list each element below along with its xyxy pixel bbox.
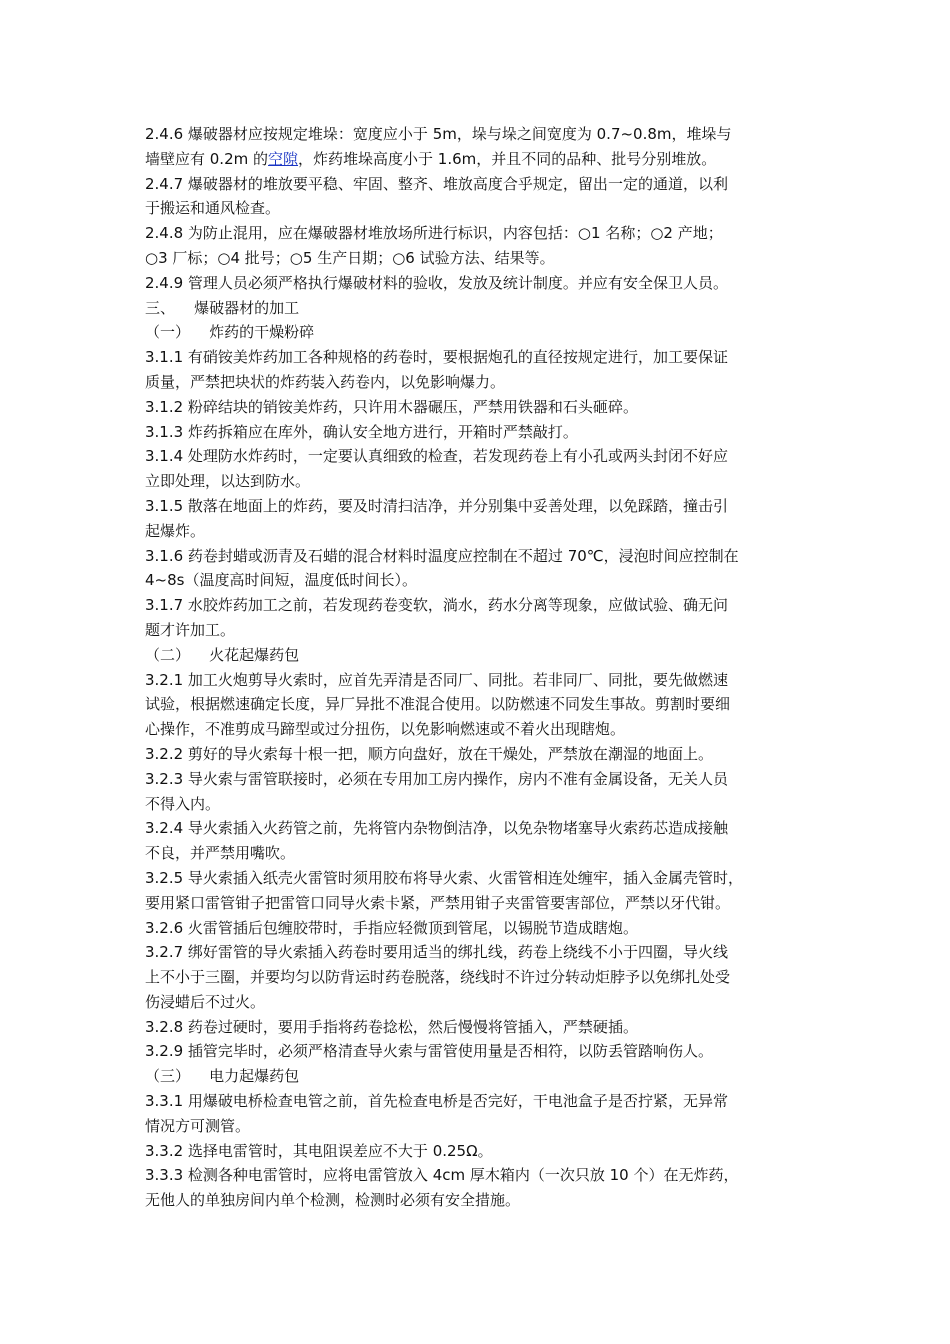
paragraph-3-1-5 (145, 494, 817, 544)
paragraph-2-4-9 (145, 271, 817, 296)
subsection-heading-3-3: （三） 电力起爆药包 (145, 1067, 300, 1086)
text-line: 3.2.9 插管完毕时，必须严格清查导火索与雷管使用量是否相符，以防丢管踏响伤人。 (145, 1042, 713, 1061)
text-line: 3.1.1 有硝铵美炸药加工各种规格的药卷时，要根据炮孔的直径按规定进行，加工要保证 (145, 348, 728, 367)
text-line: 质量，严禁把块状的炸药装入药卷内，以免影响爆力。 (145, 372, 506, 391)
text-line: 3.3.2 选择电雷管时，其电阻误差应不大于 0.25Ω。 (145, 1141, 493, 1160)
paragraph-3-1-4 (145, 444, 817, 494)
text-line: 3.3.1 用爆破电桥检查电管之前，首先检查电桥是否完好，干电池盒子是否拧紧，无异常 (145, 1092, 728, 1111)
text-span: ，炸药堆垛高度小于 1.6m，并且不同的品种、批号分别堆放。 (298, 149, 717, 168)
paragraph-2-4-7 (145, 172, 817, 222)
paragraph-3-1-3 (145, 420, 817, 445)
text-line: 不得入内。 (145, 794, 221, 813)
text-line: 上不小于三圈，并要均匀以防背运时药卷脱落，绕线时不许过分转动炬脖予以免绑扎处受 (145, 968, 731, 987)
text-span: 墙壁应有 0.2m 的 (145, 149, 269, 168)
paragraph-3-3-1 (145, 1089, 817, 1139)
text-line: 3.2.4 导火索插入火药管之前，先将管内杂物倒洁净，以免杂物堵塞导火索药芯造成接触 (145, 819, 728, 838)
paragraph-3-1-6 (145, 544, 817, 594)
text-line: 3.1.5 散落在地面上的炸药，要及时清扫洁净，并分别集中妥善处理，以免踩踏，撞击引 (145, 496, 728, 515)
paragraph-3-3-2 (145, 1139, 817, 1164)
paragraph-2-4-6 (145, 122, 817, 172)
text-line: 2.4.8 为防止混用，应在爆破器材堆放场所进行标识，内容包括：○1 名称；○2 产地； (145, 224, 723, 243)
text-line: 起爆炸。 (145, 521, 206, 540)
paragraph-3-2-8 (145, 1015, 817, 1040)
paragraph-3-1-1 (145, 345, 817, 395)
text-line: 情况方可测管。 (145, 1116, 251, 1135)
paragraph-3-3-3 (145, 1163, 817, 1213)
text-line: ○3 厂标；○4 批号；○5 生产日期；○6 试验方法、结果等。 (145, 248, 555, 267)
text-line: 3.1.7 水胶炸药加工之前，若发现药卷变软，淌水，药水分离等现象，应做试验、确无问 (145, 596, 728, 615)
text-line: 3.2.2 剪好的导火索每十根一把，顺方向盘好，放在干燥处，严禁放在潮湿的地面上。 (145, 744, 713, 763)
paragraph-3-2-5 (145, 866, 817, 916)
subsection-heading-3-2: （二） 火花起爆药包 (145, 645, 300, 664)
text-line: 3.2.7 绑好雷管的导火索插入药卷时要用适当的绑扎线，药卷上绕线不小于四圈，导火线 (145, 943, 728, 962)
text-line: 3.1.3 炸药拆箱应在库外，确认安全地方进行，开箱时严禁敲打。 (145, 422, 578, 441)
text-line: 3.1.2 粉碎结块的销铵美炸药，只许用木器碾压，严禁用铁器和石头砸碎。 (145, 397, 638, 416)
text-line: 要用紧口雷管钳子把雷管口同导火索卡紧，严禁用钳子夹雷管要害部位，严禁以牙代钳。 (145, 893, 731, 912)
text-line: 2.4.6 爆破器材应按规定堆垛：宽度应小于 5m，垛与垛之间宽度为 0.7~0.8m，堆垛与 (145, 125, 732, 143)
text-line: 3.1.6 药卷封蜡或沥青及石蜡的混合材料时温度应控制在不超过 70℃，浸泡时间应控制在 (145, 546, 739, 565)
section-heading-3: 三、 爆破器材的加工 (145, 298, 300, 317)
paragraph-3-2-7 (145, 940, 817, 1014)
text-line: 2.4.9 管理人员必须严格执行爆破材料的验收，发放及统计制度。并应有安全保卫人员。 (145, 273, 728, 292)
text-line: 立即处理，以达到防水。 (145, 472, 311, 491)
paragraph-3-2-3 (145, 767, 817, 817)
text-line: 于搬运和通风检查。 (145, 199, 281, 218)
text-line: 3.3.3 检测各种电雷管时，应将电雷管放入 4cm 厚木箱内（一次只放 10 个）在无炸药， (145, 1166, 739, 1185)
text-line: 3.2.8 药卷过硬时，要用手指将药卷捻松，然后慢慢将管插入，严禁硬插。 (145, 1017, 638, 1036)
text-line: 无他人的单独房间内单个检测，检测时必须有安全措施。 (145, 1191, 521, 1210)
text-line: 3.1.4 处理防水炸药时，一定要认真细致的检查，若发现药卷上有小孔或两头封闭不好应 (145, 447, 728, 466)
text-line: 3.2.6 火雷管插后包缠胶带时，手指应轻微顶到管尾，以锡脱节造成瞎炮。 (145, 918, 638, 937)
text-line: 3.2.3 导火索与雷管联接时，必须在专用加工房内操作，房内不准有金属设备，无关人员 (145, 769, 728, 788)
paragraph-3-2-4 (145, 816, 817, 866)
paragraph-3-1-7 (145, 593, 817, 643)
text-line: 心操作，不准剪成马蹄型或过分扭伤，以免影响燃速或不着火出现瞎炮。 (145, 720, 626, 739)
text-line: 不良，并严禁用嘴吹。 (145, 844, 296, 863)
text-line: 2.4.7 爆破器材的堆放要平稳、牢固、整齐、堆放高度合乎规定，留出一定的通道，以利 (145, 174, 728, 193)
paragraph-3-1-2 (145, 395, 817, 420)
text-line: 4~8s（温度高时间短，温度低时间长）。 (145, 571, 417, 590)
text-line: 3.2.5 导火索插入纸壳火雷管时须用胶布将导火索、火雷管相连处缠牢，插入金属壳管时， (145, 868, 743, 887)
subsection-heading-3-1: （一） 炸药的干燥粉碎 (145, 323, 315, 342)
text-line: 伤浸蜡后不过火。 (145, 992, 266, 1011)
text-line: 试验，根据燃速确定长度，异厂异批不准混合使用。以防燃速不同发生事故。剪割时要细 (145, 695, 731, 714)
text-line (145, 147, 817, 172)
gap-link[interactable]: 空隙 (268, 149, 299, 168)
text-line: 3.2.1 加工火炮剪导火索时，应首先弄清是否同厂、同批。若非同厂、同批，要先做燃速 (145, 670, 728, 689)
document-body (145, 122, 817, 1213)
paragraph-3-2-2 (145, 742, 817, 767)
paragraph-2-4-8 (145, 221, 817, 271)
paragraph-3-2-9 (145, 1039, 817, 1064)
paragraph-3-2-6 (145, 916, 817, 941)
text-line: 题才许加工。 (145, 620, 236, 639)
paragraph-3-2-1 (145, 668, 817, 742)
